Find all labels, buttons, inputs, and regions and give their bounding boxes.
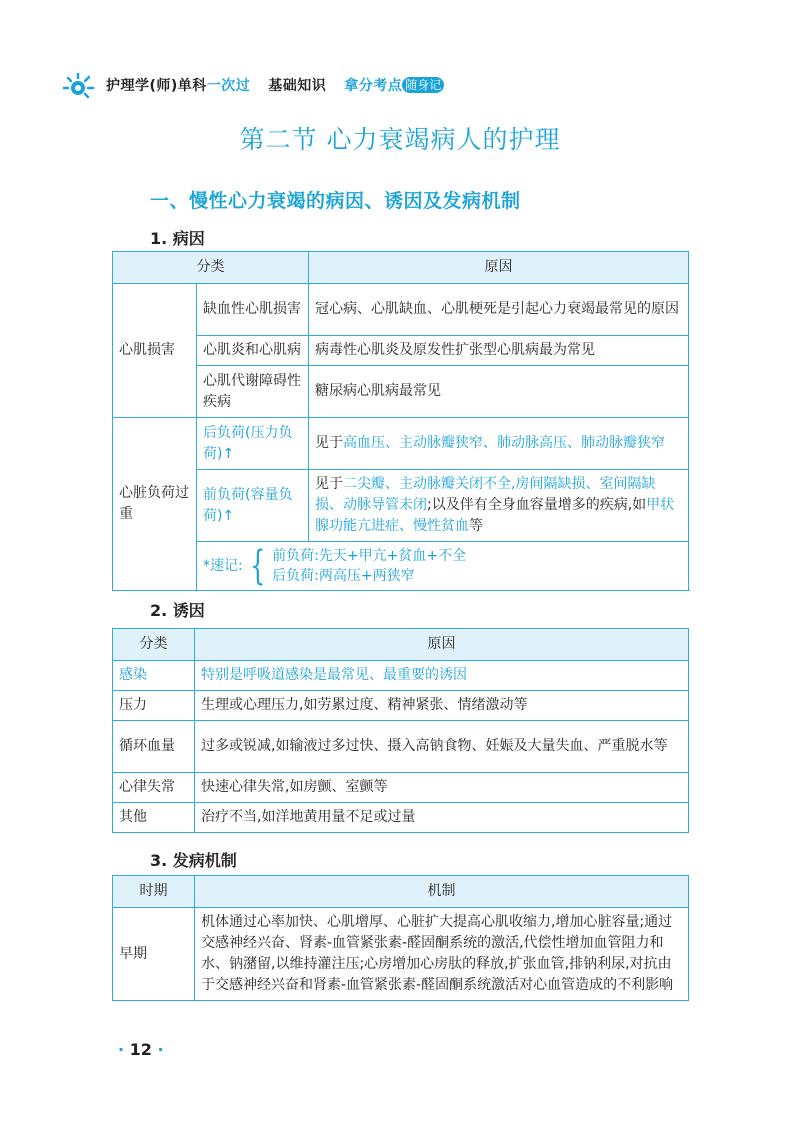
reason-cell: 病毒性心肌炎及原发性扩张型心肌病最为常见 (309, 336, 689, 366)
col-header-period: 时期 (113, 876, 195, 908)
trigger-reason: 过多或锐减,如输液过多过快、摄入高钠食物、妊娠及大量失血、严重脱水等 (195, 721, 689, 773)
trigger-category: 其他 (113, 803, 195, 833)
trigger-category: 压力 (113, 691, 195, 721)
memo-label: *速记: (203, 557, 243, 574)
sub-category: 心肌炎和心肌病 (197, 336, 309, 366)
memo-cell (197, 542, 689, 591)
series-badge: 随身记 (402, 77, 444, 93)
reason-cell: 糖尿病心肌病最常见 (309, 366, 689, 418)
mechanism-table (112, 875, 689, 1001)
sub-category: 后负荷(压力负荷)↑ (197, 418, 309, 470)
section-title: 一、慢性心力衰竭的病因、诱因及发病机制 (150, 190, 521, 212)
trigger-reason: 治疗不当,如洋地黄用量不足或过量 (195, 803, 689, 833)
reason-highlight: 甲状腺功能亢进症、慢性贫血 (315, 497, 675, 534)
brace-icon: { (249, 543, 266, 589)
sub-category: 缺血性心肌损害 (197, 284, 309, 336)
col-header-reason: 原因 (195, 629, 689, 661)
subsection-mechanism-title: 3. 发病机制 (150, 851, 237, 870)
col-header-reason: 原因 (309, 252, 689, 284)
reason-cell (309, 470, 689, 542)
memo-line: 后负荷:两高压+两狭窄 (272, 568, 415, 584)
page-number-value: 12 (129, 1040, 152, 1059)
reason-cell: 冠心病、心肌缺血、心肌梗死是引起心力衰竭最常见的原因 (309, 284, 689, 336)
subsection-causes-title: 1. 病因 (150, 229, 205, 248)
dot-icon: · (118, 1040, 125, 1059)
reason-cell (309, 418, 689, 470)
reason-prefix: 见于 (315, 476, 343, 492)
reason-text: ;以及伴有全身血容量增多的疾病,如 (427, 497, 647, 513)
running-header (62, 70, 444, 100)
trigger-reason: 快速心律失常,如房颤、室颤等 (195, 773, 689, 803)
triggers-table (112, 628, 689, 833)
group-overload: 心脏负荷过重 (113, 418, 197, 591)
trigger-category: 感染 (113, 661, 195, 691)
chapter-title: 第二节 心力衰竭病人的护理 (239, 125, 561, 154)
memo-lines (272, 546, 466, 586)
dot-icon: · (157, 1040, 164, 1059)
reason-highlight: 二尖瓣、主动脉瓣关闭不全,房间隔缺损、室间隔缺损、动脉导管未闭 (315, 476, 656, 513)
mechanism-text: 机体通过心率加快、心肌增厚、心脏扩大提高心肌收缩力,增加心脏容量;通过交感神经兴奋、肾素-血管紧张素-醛固酮系统的激活,代偿性增加血管阻力和水、钠潴留,以维持灌注压;心房增加心房肽的释放,扩张血管,排钠利尿,对抗由于交感神经兴奋和肾素-血管紧张素-醛固酮系统激活对心血管造成的不利影响 (195, 908, 689, 1001)
memo-line: 前负荷:先天+甲亢+贫血+不全 (272, 548, 467, 564)
book-title: 护理学(师)单科 (106, 78, 207, 94)
trigger-category: 循环血量 (113, 721, 195, 773)
sun-logo-icon (62, 70, 100, 100)
col-header-category: 分类 (113, 252, 309, 284)
trigger-category: 心律失常 (113, 773, 195, 803)
book-series: 拿分考点 (344, 78, 403, 94)
reason-highlight: 高血压、主动脉瓣狭窄、肺动脉高压、肺动脉瓣狭窄 (343, 435, 665, 451)
mechanism-period: 早期 (113, 908, 195, 1001)
col-header-mechanism: 机制 (195, 876, 689, 908)
reason-suffix: 等 (469, 518, 483, 534)
sub-category: 心肌代谢障碍性疾病 (197, 366, 309, 418)
book-title-highlight: 一次过 (206, 78, 251, 94)
causes-table (112, 251, 689, 591)
page-number (118, 1040, 164, 1059)
book-part: 基础知识 (268, 78, 327, 94)
trigger-reason: 特别是呼吸道感染是最常见、最重要的诱因 (195, 661, 689, 691)
reason-prefix: 见于 (315, 435, 343, 451)
col-header-category: 分类 (113, 629, 195, 661)
trigger-reason: 生理或心理压力,如劳累过度、精神紧张、情绪激动等 (195, 691, 689, 721)
subsection-triggers-title: 2. 诱因 (150, 601, 205, 620)
memo (203, 543, 683, 589)
group-myocardial-damage: 心肌损害 (113, 284, 197, 418)
sub-category: 前负荷(容量负荷)↑ (197, 470, 309, 542)
